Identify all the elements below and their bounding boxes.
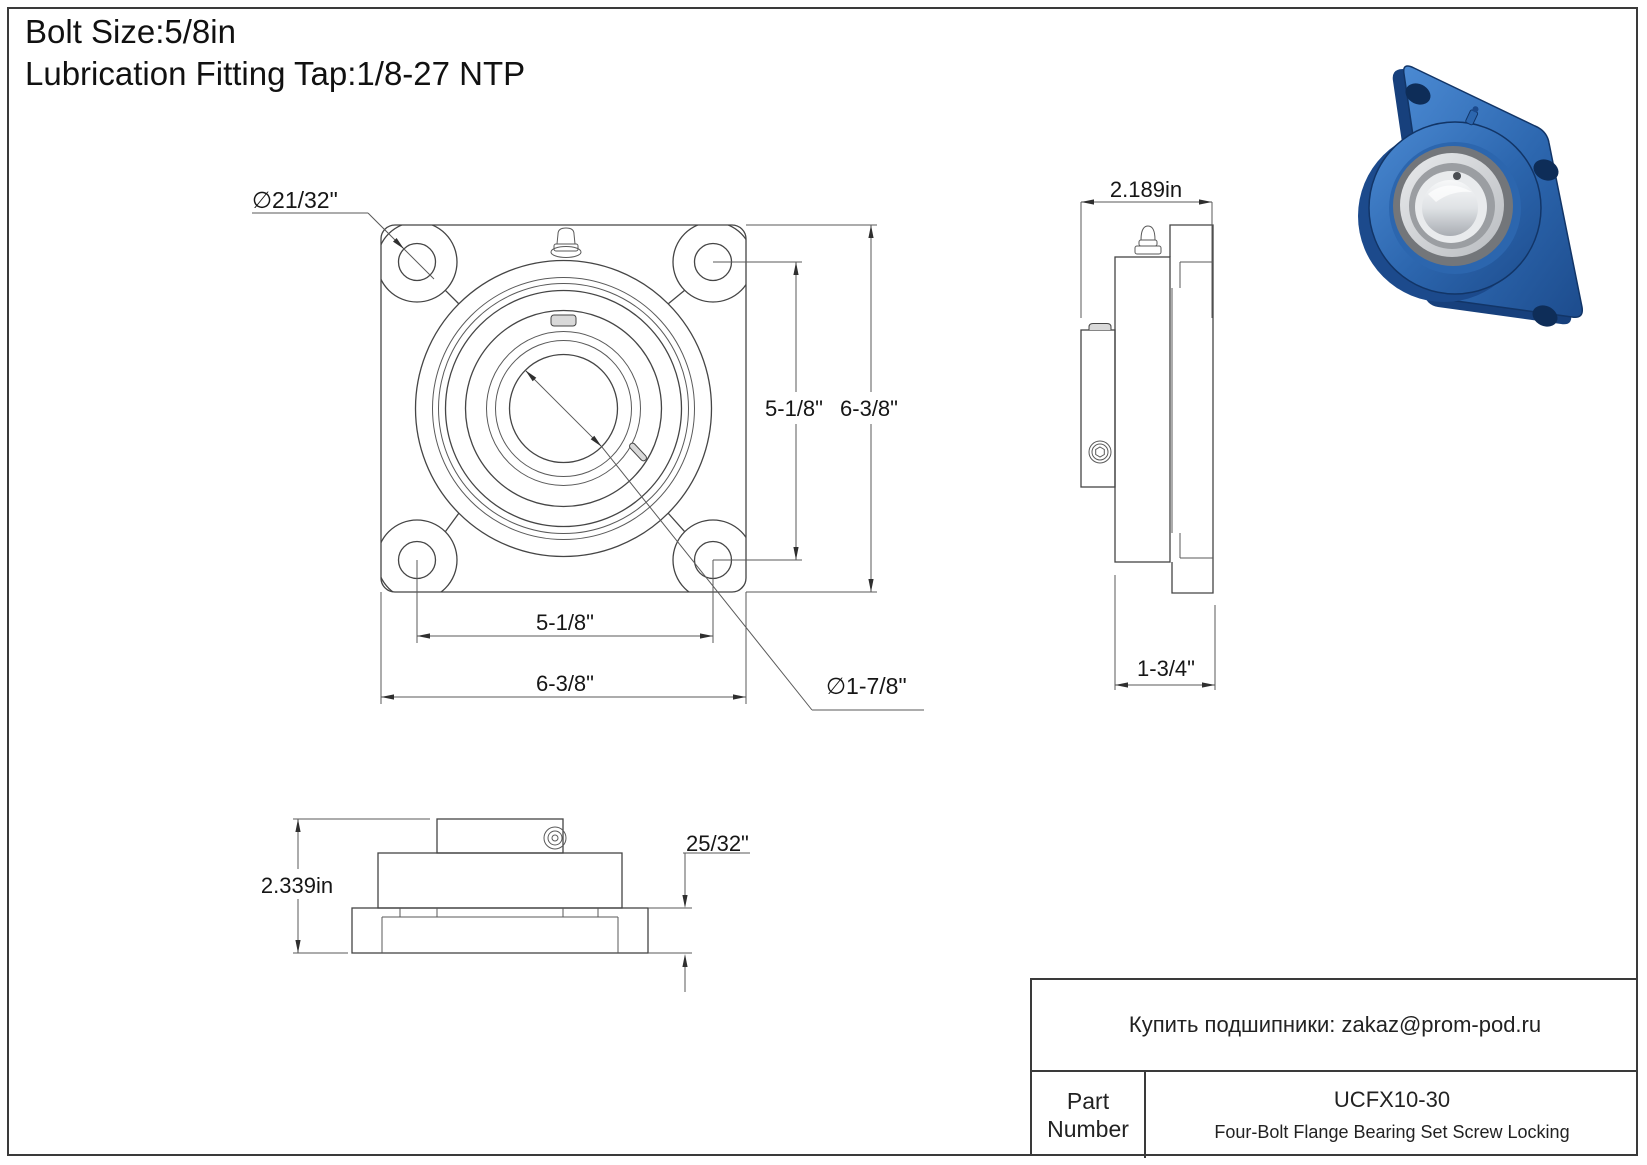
set-screw-icon — [1089, 441, 1111, 463]
collar-tab — [1089, 324, 1111, 331]
dim-overall-width: 6-3/8" — [536, 671, 594, 696]
part-number-label-cell — [1032, 1072, 1146, 1158]
part-number: UCFX10-30 — [1333, 1087, 1451, 1112]
flange-plate-side — [1170, 225, 1213, 593]
grease-fitting-side-icon — [1135, 226, 1161, 254]
bearing-3d-render — [1358, 66, 1582, 331]
part-number-value-cell — [1146, 1072, 1638, 1158]
grease-fitting-front-icon — [551, 228, 581, 258]
collar-side — [1081, 330, 1115, 487]
dim-side-overall-width: 2.189in — [1109, 177, 1183, 202]
part-description: Four-Bolt Flange Bearing Set Screw Locking — [1214, 1122, 1570, 1142]
housing-bottom — [378, 853, 622, 908]
contact-text: Купить подшипники: zakaz@prom-pod.ru — [1128, 1012, 1542, 1037]
dim-bolt-spacing-vertical: 5-1/8" — [765, 396, 823, 421]
flange-plate-bottom — [352, 908, 648, 953]
dim-bolt-hole-diameter: ∅21/32" — [252, 187, 338, 213]
dim-bolt-spacing-horizontal: 5-1/8" — [536, 610, 594, 635]
dim-overall-height: 6-3/8" — [840, 396, 898, 421]
part-label-line1: Part — [1066, 1088, 1110, 1114]
title-block — [1030, 978, 1638, 1156]
locking-slot-detail — [628, 442, 647, 462]
note-lubrication-tap: Lubrication Fitting Tap:1/8-27 NTP — [25, 55, 526, 92]
dim-bottom-overall-height: 2.339in — [260, 873, 334, 898]
part-label-line2: Number — [1047, 1116, 1129, 1142]
render-bearing-insert — [1393, 146, 1513, 266]
note-bolt-size: Bolt Size:5/8in — [25, 13, 236, 50]
dim-flange-thickness: 25/32" — [686, 831, 749, 856]
bottom-dimensions — [293, 819, 750, 992]
dim-side-housing-width: 1-3/4" — [1137, 656, 1195, 681]
side-view — [1081, 199, 1215, 690]
housing-side — [1115, 257, 1170, 562]
dim-bore-diameter: ∅1-7/8" — [826, 673, 907, 699]
bottom-view — [293, 819, 750, 992]
contact-row — [1032, 980, 1638, 1072]
part-row — [1032, 1072, 1638, 1158]
setscrew-boss-front — [551, 315, 576, 326]
side-dimensions — [1081, 199, 1215, 690]
